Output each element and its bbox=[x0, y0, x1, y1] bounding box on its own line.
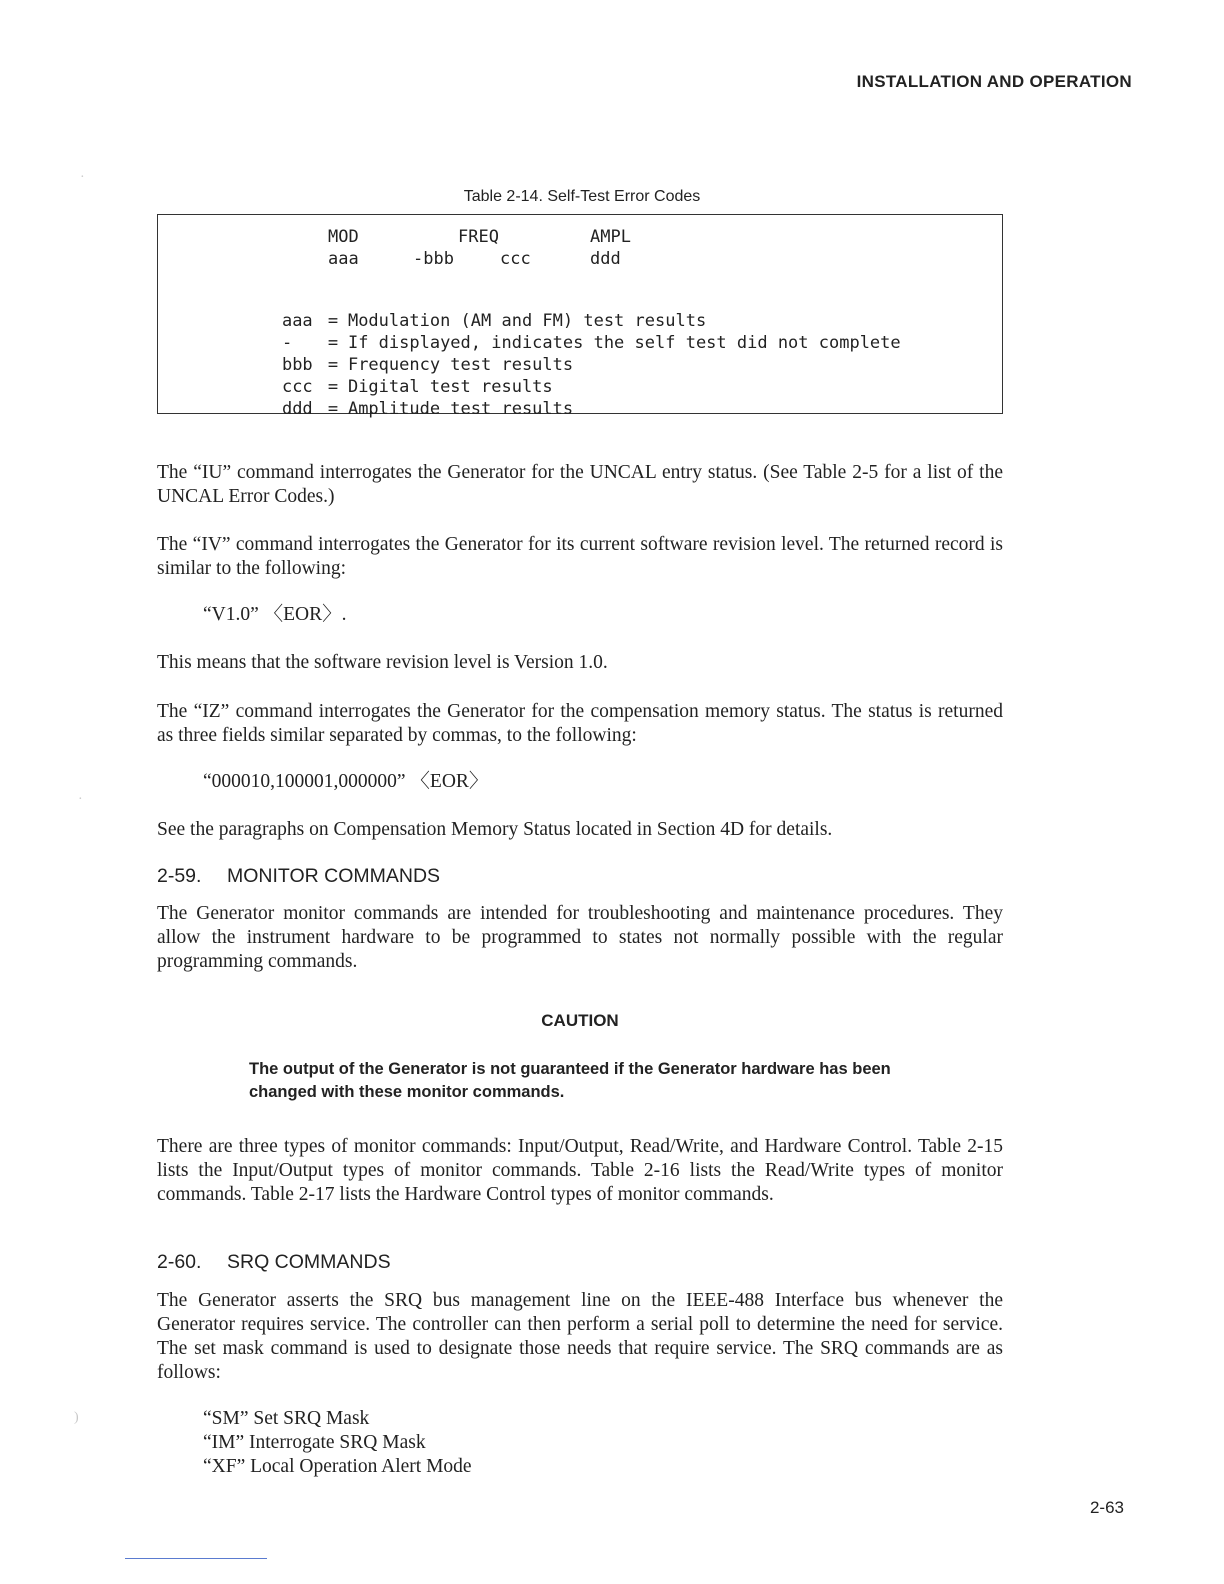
page-number: 2-63 bbox=[1089, 1498, 1124, 1517]
legend-desc: Digital test results bbox=[347, 377, 553, 397]
column-value-freq: -bbb bbox=[413, 249, 454, 269]
legend-key: bbb bbox=[281, 355, 313, 375]
section-title: SRQ COMMANDS bbox=[227, 1251, 391, 1273]
scan-speck: ) bbox=[74, 1410, 79, 1425]
scan-speck: · bbox=[80, 170, 85, 185]
legend-desc: Amplitude test results bbox=[347, 399, 574, 419]
legend-desc: Modulation (AM and FM) test results bbox=[347, 311, 707, 331]
column-value-ampl: ddd bbox=[590, 249, 621, 269]
paragraph-iv-command: The “IV” command interrogates the Generator for its current software revision level. The returned record is similar to the following: bbox=[157, 534, 1003, 579]
scan-speck: · bbox=[78, 792, 83, 807]
column-value-mod: aaa bbox=[328, 249, 359, 269]
legend-desc: Frequency test results bbox=[347, 355, 574, 375]
section-number: 2-60. bbox=[157, 1251, 202, 1273]
column-value-digital: ccc bbox=[500, 249, 531, 269]
paragraph-monitor-intro: The Generator monitor commands are intended for troubleshooting and maintenance procedures. They allow the instrument hardware to be programmed to states not normally possible with the regular programming commands. bbox=[157, 903, 1003, 972]
srq-command-item: “XF” Local Operation Alert Mode bbox=[203, 1456, 472, 1477]
legend-eq: = bbox=[327, 311, 339, 331]
column-header-freq: FREQ bbox=[458, 227, 499, 247]
error-code-table bbox=[157, 214, 1003, 419]
srq-command-item: “IM” Interrogate SRQ Mask bbox=[203, 1432, 426, 1453]
paragraph-iz-command: The “IZ” command interrogates the Generator for the compensation memory status. The status is returned as three fields similar separated by commas, to the following: bbox=[157, 701, 1003, 746]
legend-key: ccc bbox=[281, 377, 313, 397]
footer-rule bbox=[125, 1558, 267, 1559]
legend-key: aaa bbox=[281, 311, 313, 331]
legend-key: - bbox=[281, 333, 293, 353]
srq-command-item: “SM” Set SRQ Mask bbox=[203, 1408, 370, 1429]
paragraph-monitor-types: There are three types of monitor commands: Input/Output, Read/Write, and Hardware Control. Table 2-15 lists the Input/Output types of monitor commands. Table 2-16 lists the Read/Write types of monitor commands. Table 2-17 lists the Hardware Control types of monitor commands. bbox=[157, 1136, 1003, 1205]
paragraph-srq-intro: The Generator asserts the SRQ bus management line on the IEEE-488 Interface bus whenever the Generator requires service. The controller can then perform a serial poll to determine the need for service. The set mask command is used to designate those needs that require service. The SRQ commands are as follows: bbox=[157, 1290, 1003, 1383]
legend-key: ddd bbox=[281, 399, 313, 419]
paragraph-see-section: See the paragraphs on Compensation Memory Status located in Section 4D for details. bbox=[157, 819, 833, 840]
section-number: 2-59. bbox=[157, 865, 202, 887]
running-head: INSTALLATION AND OPERATION bbox=[856, 72, 1132, 91]
section-heading-srq-commands bbox=[157, 1251, 391, 1274]
iv-example-record: “V1.0” 〈EOR〉. bbox=[203, 604, 347, 625]
caution-text: The output of the Generator is not guaranteed if the Generator hardware has been changed with these monitor commands. bbox=[249, 1060, 891, 1101]
legend-eq: = bbox=[327, 377, 339, 397]
column-header-mod: MOD bbox=[328, 227, 359, 247]
section-heading-monitor-commands bbox=[157, 865, 440, 888]
iz-example-record: “000010,100001,000000” 〈EOR〉 bbox=[203, 771, 489, 792]
legend-eq: = bbox=[327, 355, 339, 375]
paragraph-version: This means that the software revision level is Version 1.0. bbox=[157, 652, 608, 673]
caution-title: CAUTION bbox=[541, 1011, 619, 1030]
legend-desc: If displayed, indicates the self test did not complete bbox=[347, 333, 901, 353]
legend-eq: = bbox=[327, 333, 339, 353]
legend-eq: = bbox=[327, 399, 339, 419]
section-title: MONITOR COMMANDS bbox=[227, 865, 441, 887]
table-title: Table 2-14. Self-Test Error Codes bbox=[463, 188, 701, 205]
paragraph-iu-command: The “IU” command interrogates the Generator for the UNCAL entry status. (See Table 2-5 for a list of the UNCAL Error Codes.) bbox=[157, 462, 1003, 507]
legend-row bbox=[241, 379, 573, 439]
column-header-ampl: AMPL bbox=[590, 227, 631, 247]
